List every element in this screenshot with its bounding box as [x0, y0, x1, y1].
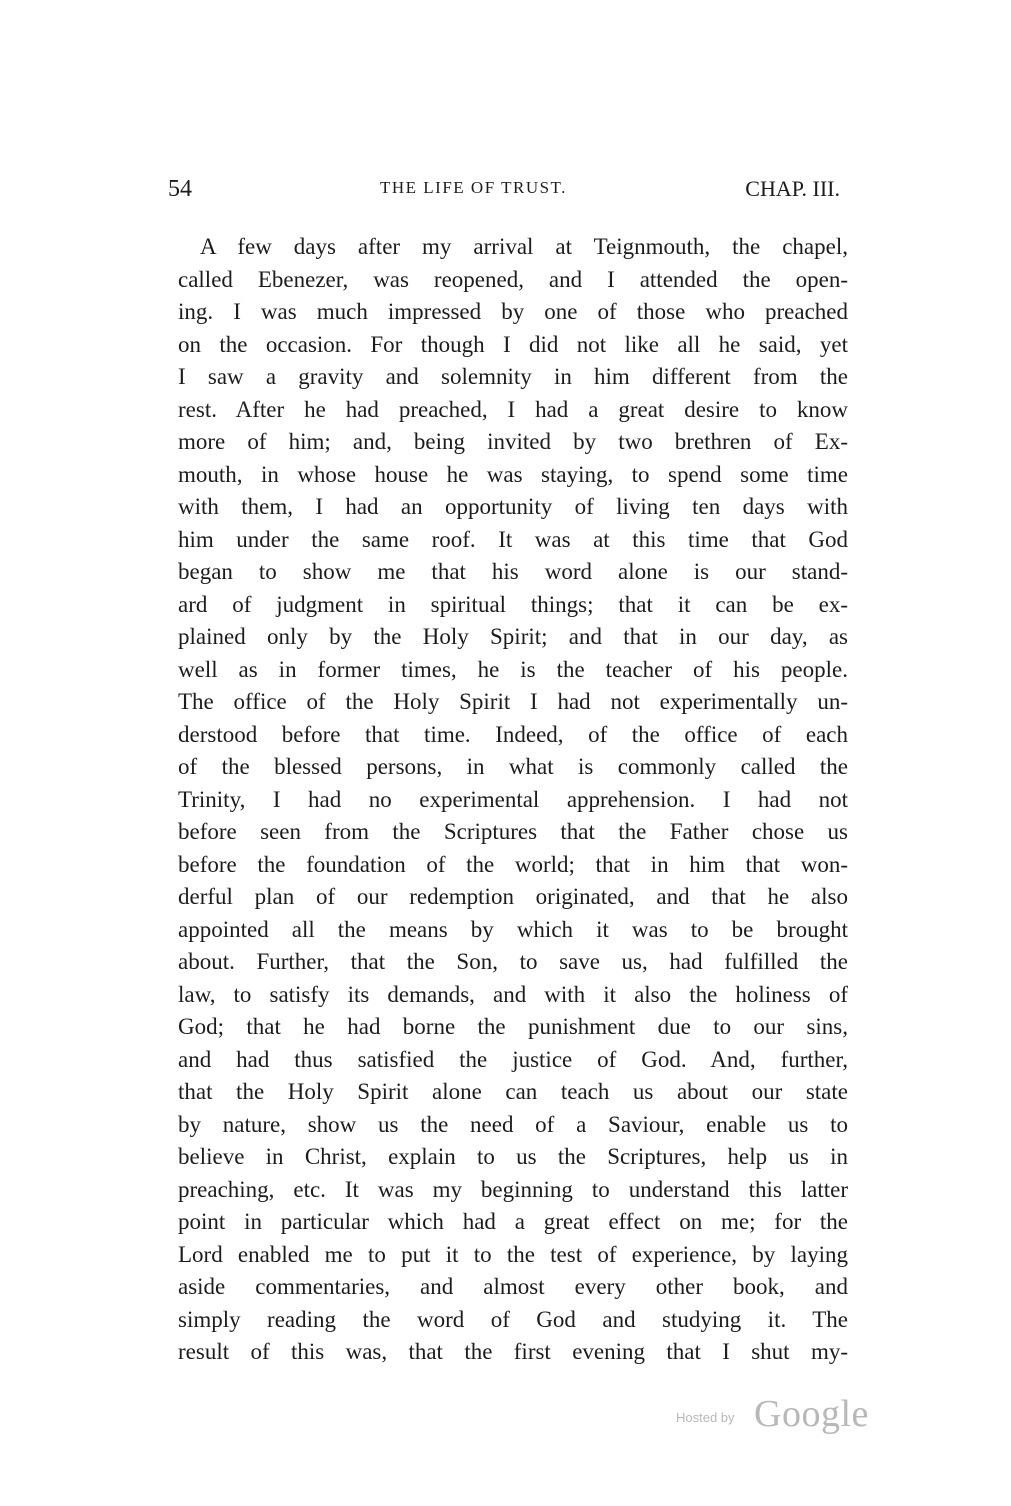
chapter-label: CHAP. III. — [745, 176, 840, 201]
google-logo: Google — [754, 1393, 869, 1435]
text-line: well as in former times, he is the teacher of his people. — [178, 656, 848, 682]
text-line: Trinity, I had no experimental apprehension. I had not — [178, 786, 848, 812]
text-line: preaching, etc. It was my beginning to understand this latter — [178, 1176, 848, 1202]
text-line: ing. I was much impressed by one of those who preached — [178, 299, 848, 324]
text-line: rest. After he had preached, I had a great desire to know — [178, 396, 848, 422]
text-line: believe in Christ, explain to us the Scriptures, help us in — [178, 1144, 848, 1169]
text-line: ard of judgment in spiritual things; that it can be ex- — [178, 591, 848, 617]
text-line: more of him; and, being invited by two brethren of Ex- — [178, 429, 848, 454]
text-line: before seen from the Scriptures that the Father chose us — [178, 819, 848, 844]
text-line: derful plan of our redemption originated, and that he also — [178, 884, 848, 909]
text-line: before the foundation of the world; that in him that won- — [178, 851, 848, 877]
text-line: The office of the Holy Spirit I had not experimentally un- — [178, 689, 848, 714]
text-line: called Ebenezer, was reopened, and I attended the open- — [178, 266, 848, 292]
book-title: THE LIFE OF TRUST. — [380, 178, 567, 197]
text-line: about. Further, that the Son, to save us, had fulfilled the — [178, 949, 848, 974]
text-line: him under the same roof. It was at this time that God — [178, 526, 848, 552]
page-number: 54 — [168, 176, 192, 202]
text-line: with them, I had an opportunity of living ten days with — [178, 494, 848, 519]
body-text — [178, 231, 848, 1369]
text-line: derstood before that time. Indeed, of the office of each — [178, 721, 848, 747]
text-line: Lord enabled me to put it to the test of experience, by laying — [178, 1241, 848, 1267]
text-line: point in particular which had a great effect on me; for the — [178, 1209, 848, 1234]
text-line: of the blessed persons, in what is commonly called the — [178, 754, 848, 779]
text-line: appointed all the means by which it was to be brought — [178, 916, 848, 942]
text-line: law, to satisfy its demands, and with it also the holiness of — [178, 981, 848, 1007]
text-line: that the Holy Spirit alone can teach us about our state — [178, 1079, 848, 1104]
text-line: I saw a gravity and solemnity in him different from the — [178, 364, 848, 389]
running-header — [168, 176, 840, 212]
text-line: by nature, show us the need of a Saviour, enable us to — [178, 1111, 848, 1137]
text-line: mouth, in whose house he was staying, to spend some time — [178, 461, 848, 487]
text-line: plained only by the Holy Spirit; and that in our day, as — [178, 624, 848, 649]
text-line: A few days after my arrival at Teignmouth, the chapel, — [200, 234, 848, 259]
text-line: aside commentaries, and almost every other book, and — [178, 1274, 848, 1299]
text-line: simply reading the word of God and studying it. The — [178, 1306, 848, 1332]
text-line: and had thus satisfied the justice of God. And, further, — [178, 1046, 848, 1072]
hosted-by-watermark — [676, 1393, 886, 1436]
text-line: result of this was, that the first evening that I shut my- — [178, 1339, 848, 1364]
text-line: God; that he had borne the punishment due to our sins, — [178, 1014, 848, 1039]
watermark-prefix: Hosted by — [676, 1410, 735, 1425]
text-line: on the occasion. For though I did not like all he said, yet — [178, 331, 848, 357]
text-line: began to show me that his word alone is our stand- — [178, 559, 848, 584]
